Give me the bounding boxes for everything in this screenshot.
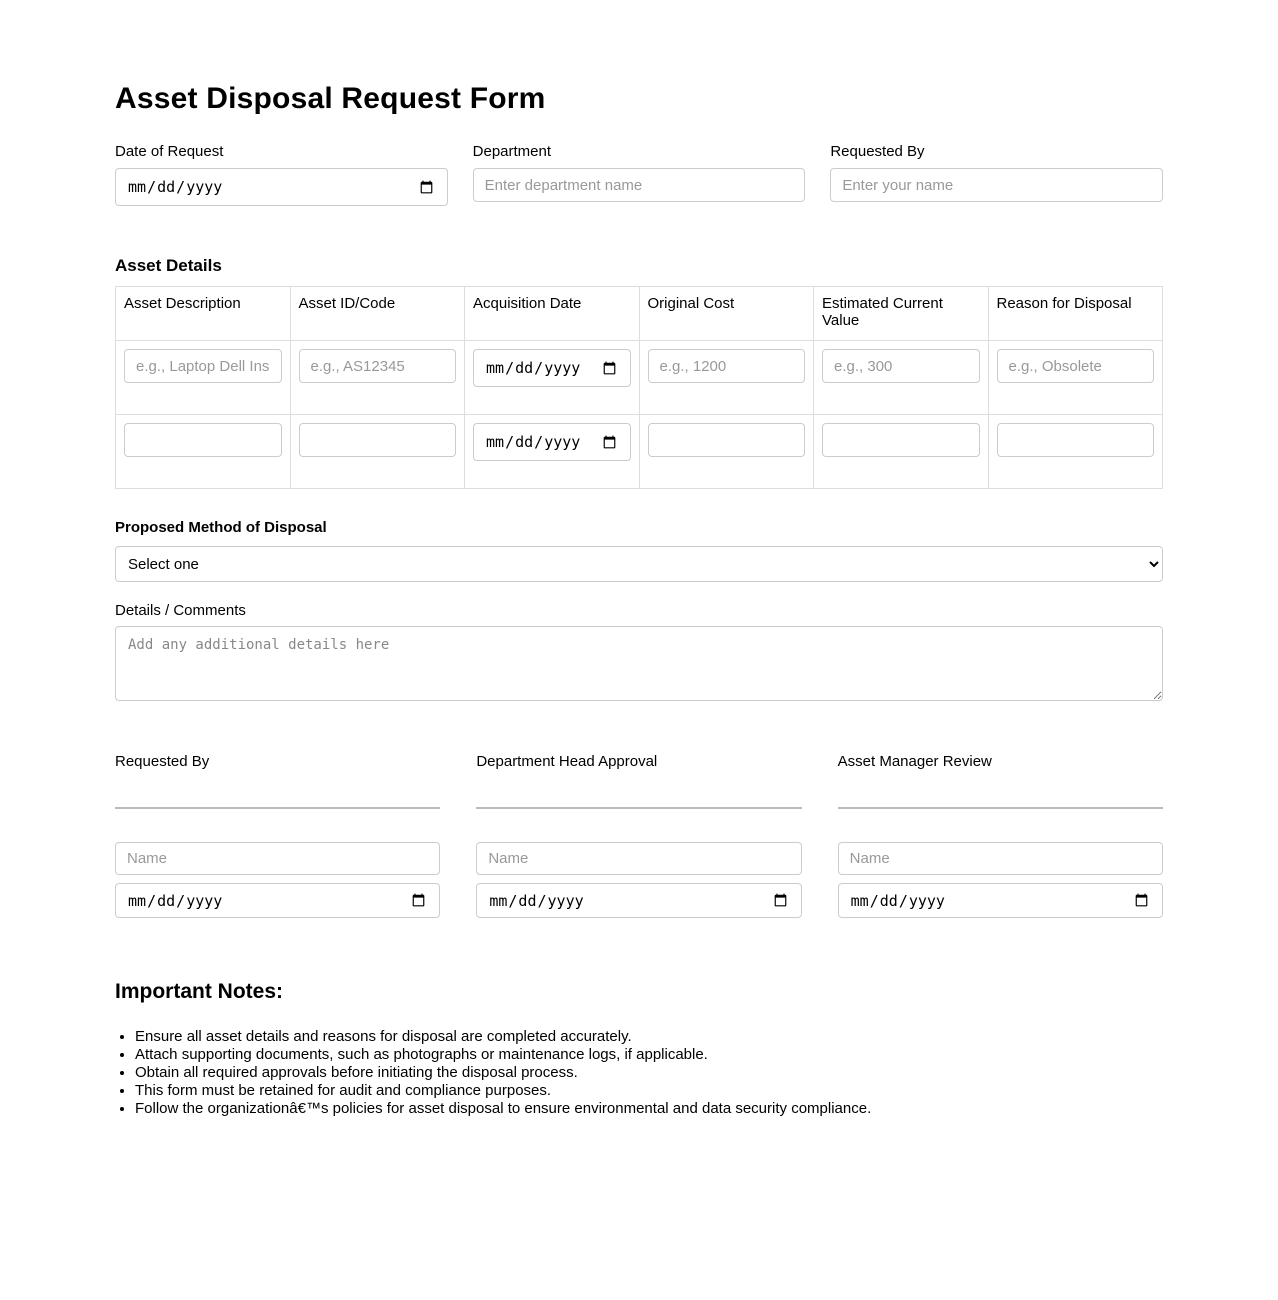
asset-table-row-1 (116, 341, 1163, 415)
signature-label-department-head: Department Head Approval (476, 753, 658, 770)
asset-id-input-1[interactable] (299, 349, 457, 383)
asset-id-input-2[interactable] (299, 423, 457, 457)
estimated-current-value-input-2[interactable] (822, 423, 980, 457)
reason-for-disposal-input-1[interactable] (997, 349, 1155, 383)
column-header-acquisition-date: Acquisition Date (465, 287, 640, 341)
signature-section (115, 753, 1163, 918)
signature-name-input-requested-by[interactable] (115, 842, 440, 875)
note-item-3: • Obtain all required approvals before initiating the disposal process. (135, 1064, 1163, 1082)
comments-textarea[interactable] (115, 626, 1163, 701)
top-fields-row (115, 143, 1163, 206)
asset-disposal-form-page (115, 0, 1163, 1118)
signature-line (115, 807, 440, 809)
asset-details-heading: Asset Details (115, 256, 222, 275)
signature-line (476, 807, 801, 809)
department-input[interactable] (473, 168, 806, 202)
signature-date-input-requested-by[interactable] (115, 883, 440, 918)
column-header-estimated-current-value: Estimated Current Value (814, 287, 989, 341)
column-header-original-cost: Original Cost (639, 287, 814, 341)
column-header-asset-id: Asset ID/Code (290, 287, 465, 341)
page-title: Asset Disposal Request Form (115, 82, 546, 115)
note-item-1: • Ensure all asset details and reasons for disposal are completed accurately. (135, 1028, 1163, 1046)
important-notes-heading: Important Notes: (115, 980, 283, 1003)
asset-table-header-row (116, 287, 1163, 341)
note-item-2: • Attach supporting documents, such as photographs or maintenance logs, if applicable. (135, 1046, 1163, 1064)
signature-line (838, 807, 1163, 809)
asset-details-table (115, 286, 1163, 489)
signature-date-input-asset-manager[interactable] (838, 883, 1163, 918)
date-of-request-label: Date of Request (115, 143, 224, 160)
signature-name-input-department-head[interactable] (476, 842, 801, 875)
disposal-method-select[interactable] (115, 546, 1163, 582)
asset-table-row-2 (116, 415, 1163, 489)
signature-name-input-asset-manager[interactable] (838, 842, 1163, 875)
column-header-asset-description: Asset Description (116, 287, 291, 341)
reason-for-disposal-input-2[interactable] (997, 423, 1155, 457)
signature-date-input-department-head[interactable] (476, 883, 801, 918)
signature-label-asset-manager: Asset Manager Review (837, 753, 992, 770)
date-of-request-input[interactable] (115, 168, 448, 206)
original-cost-input-2[interactable] (648, 423, 806, 457)
acquisition-date-input-1[interactable] (473, 349, 631, 387)
asset-description-input-1[interactable] (124, 349, 282, 383)
signature-label-requested-by: Requested By (115, 753, 210, 770)
asset-description-input-2[interactable] (124, 423, 282, 457)
disposal-method-label: Proposed Method of Disposal (115, 519, 327, 536)
note-item-5: • Follow the organizationâ€™s policies for asset disposal to ensure environmental and data security compliance. (135, 1100, 1163, 1118)
field-requested-by (830, 143, 1163, 206)
field-date-of-request (115, 143, 448, 206)
signature-block-requested-by (115, 753, 440, 918)
signature-block-asset-manager (838, 753, 1163, 918)
estimated-current-value-input-1[interactable] (822, 349, 980, 383)
department-label: Department (472, 143, 552, 160)
acquisition-date-input-2[interactable] (473, 423, 631, 461)
signature-block-department-head (476, 753, 801, 918)
original-cost-input-1[interactable] (648, 349, 806, 383)
field-department (473, 143, 806, 206)
important-notes-list (115, 1028, 1163, 1118)
note-item-4: • This form must be retained for audit and compliance purposes. (135, 1082, 1163, 1100)
column-header-reason-for-disposal: Reason for Disposal (988, 287, 1163, 341)
requested-by-label: Requested By (830, 143, 925, 160)
requested-by-input[interactable] (830, 168, 1163, 202)
comments-label: Details / Comments (115, 602, 246, 619)
